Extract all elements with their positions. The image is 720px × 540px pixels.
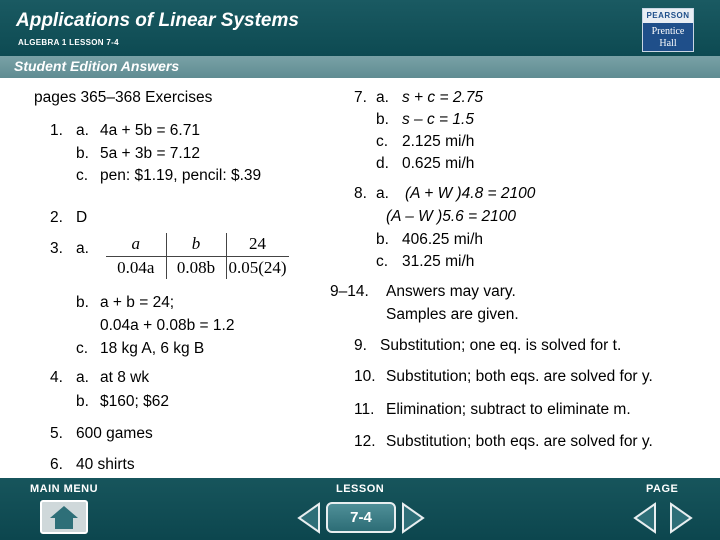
ex11-text: Elimination; subtract to eliminate m. bbox=[386, 401, 631, 418]
ex9-14-line1: Answers may vary. bbox=[386, 283, 516, 300]
ex4-number: 4. bbox=[50, 369, 63, 386]
main-menu-button[interactable] bbox=[40, 500, 88, 534]
ex4a-label: a. bbox=[76, 369, 89, 386]
ex7b-label: b. bbox=[376, 111, 389, 128]
lesson-subtitle: ALGEBRA 1 LESSON 7-4 bbox=[18, 38, 119, 47]
table-row bbox=[106, 256, 289, 279]
section-banner bbox=[0, 56, 720, 78]
ex7-number: 7. bbox=[354, 89, 367, 106]
pearson-logo bbox=[642, 8, 694, 52]
ex12-number: 12. bbox=[354, 433, 376, 450]
ex3-table bbox=[106, 233, 289, 279]
next-lesson-arrow-icon[interactable] bbox=[400, 502, 426, 534]
table-cell: b bbox=[166, 233, 226, 256]
table-cell: 0.04a bbox=[106, 256, 166, 279]
ex5-number: 5. bbox=[50, 425, 63, 442]
ex4b-text: $160; $62 bbox=[100, 393, 169, 410]
ex3b-line1: a + b = 24; bbox=[100, 294, 175, 311]
ex7c-text: 2.125 mi/h bbox=[402, 133, 475, 150]
previous-lesson-arrow-icon[interactable] bbox=[296, 502, 322, 534]
ex8a-line1: (A + W )4.8 = 2100 bbox=[405, 185, 536, 202]
ex2-text: D bbox=[76, 209, 88, 226]
ex7c-label: c. bbox=[376, 133, 389, 150]
main-menu-label: MAIN MENU bbox=[30, 483, 99, 495]
ex2-number: 2. bbox=[50, 209, 63, 226]
ex3c-label: c. bbox=[76, 340, 89, 357]
exercises-heading: pages 365–368 Exercises bbox=[34, 89, 213, 106]
ex12-text: Substitution; both eqs. are solved for y. bbox=[386, 433, 653, 450]
ex6-text: 40 shirts bbox=[76, 456, 135, 473]
logo-top: PEARSON bbox=[643, 9, 693, 23]
ex7d-text: 0.625 mi/h bbox=[402, 155, 475, 172]
home-icon bbox=[42, 502, 86, 532]
ex8-number: 8. bbox=[354, 185, 367, 202]
ex3c-text: 18 kg A, 6 kg B bbox=[100, 340, 205, 357]
logo-line2: Hall bbox=[659, 38, 677, 49]
lesson-button[interactable]: 7-4 bbox=[326, 502, 396, 533]
ex9-14-line2: Samples are given. bbox=[386, 306, 519, 323]
ex3b-label: b. bbox=[76, 294, 89, 311]
ex3a-label: a. bbox=[76, 240, 89, 257]
ex1a-text: 4a + 5b = 6.71 bbox=[100, 122, 200, 139]
ex1-number: 1. bbox=[50, 122, 63, 139]
logo-line1: Prentice bbox=[651, 26, 685, 37]
ex10-text: Substitution; both eqs. are solved for y. bbox=[386, 368, 653, 385]
ex8c-text: 31.25 mi/h bbox=[402, 253, 475, 270]
ex7a-text: s + c = 2.75 bbox=[402, 89, 483, 106]
ex3b-line2: 0.04a + 0.08b = 1.2 bbox=[100, 317, 235, 334]
page-label: PAGE bbox=[646, 483, 679, 495]
ex8b-text: 406.25 mi/h bbox=[402, 231, 483, 248]
ex8c-label: c. bbox=[376, 253, 389, 270]
ex9-number: 9. bbox=[354, 337, 367, 354]
ex7a-label: a. bbox=[376, 89, 389, 106]
ex7d-label: d. bbox=[376, 155, 389, 172]
ex1b-label: b. bbox=[76, 145, 89, 162]
ex4b-label: b. bbox=[76, 393, 89, 410]
ex10-number: 10. bbox=[354, 368, 376, 385]
ex1c-label: c. bbox=[76, 167, 89, 184]
ex11-number: 11. bbox=[354, 401, 375, 418]
ex9-text: Substitution; one eq. is solved for t. bbox=[380, 337, 622, 354]
logo-bottom bbox=[643, 23, 693, 50]
table-cell: 0.05(24) bbox=[226, 256, 289, 279]
ex1b-text: 5a + 3b = 7.12 bbox=[100, 145, 200, 162]
ex4a-text: at 8 wk bbox=[100, 369, 150, 386]
ex1c-text: pen: $1.19, pencil: $.39 bbox=[100, 167, 262, 184]
table-cell: a bbox=[106, 233, 166, 256]
next-page-arrow-icon[interactable] bbox=[668, 502, 694, 534]
header-bar bbox=[0, 0, 720, 56]
page-title: Applications of Linear Systems bbox=[16, 10, 299, 31]
ex6-number: 6. bbox=[50, 456, 63, 473]
ex1a-label: a. bbox=[76, 122, 89, 139]
ex7b-text: s – c = 1.5 bbox=[402, 111, 474, 128]
lesson-label: LESSON bbox=[336, 483, 385, 495]
table-cell: 24 bbox=[226, 233, 289, 256]
ex9-14-number: 9–14. bbox=[330, 283, 369, 300]
ex8b-label: b. bbox=[376, 231, 389, 248]
previous-page-arrow-icon[interactable] bbox=[632, 502, 658, 534]
table-cell: 0.08b bbox=[166, 256, 226, 279]
ex3-number: 3. bbox=[50, 240, 63, 257]
banner-label: Student Edition Answers bbox=[14, 58, 180, 74]
ex8a-label: a. bbox=[376, 185, 389, 202]
table-row bbox=[106, 233, 289, 256]
ex5-text: 600 games bbox=[76, 425, 153, 442]
ex8a-line2: (A – W )5.6 = 2100 bbox=[386, 208, 516, 225]
